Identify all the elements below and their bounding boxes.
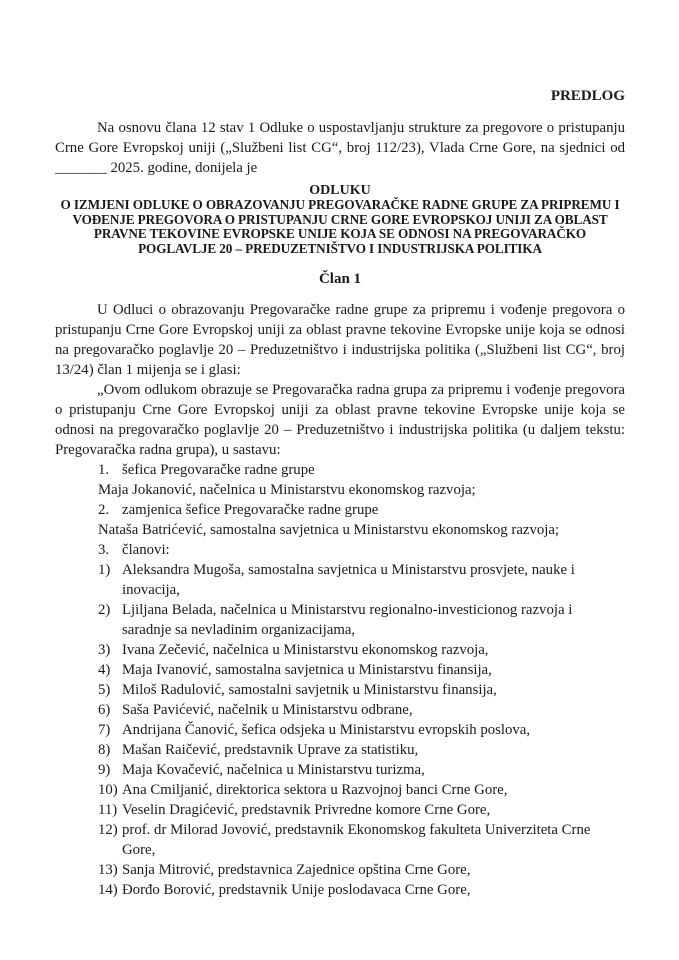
decision-subtitle: O IZMJENI ODLUKE O OBRAZOVANJU PREGOVARAČKE RADNE GRUPE ZA PRIPREMU I VOĐENJE PREGOVORA O PRISTUPANJU CRNE GORE EVROPSKOJ UNIJI ZA OBLAST PRAVNE TEKOVINE EVROPSKE UNIJE KOJA SE ODNOSI NA PREGOVARAČKO POGLAVLJE 20 – PREDUZETNIŠTVO I INDUSTRIJSKA POLITIKA <box>60 197 620 256</box>
member-text: Ljiljana Belada, načelnica u Ministarstvu regionalno-investicionog razvoja i saradnje sa nevladinim organizacijama, <box>122 602 573 639</box>
role-number: 3. <box>98 542 110 559</box>
member-item <box>98 660 625 680</box>
member-text: Maja Kovačević, načelnica u Ministarstvu turizma, <box>122 762 425 779</box>
member-number: 1) <box>98 562 111 579</box>
decision-title: ODLUKU <box>309 183 371 198</box>
member-item <box>98 780 625 800</box>
member-text: Saša Pavićević, načelnik u Ministarstvu odbrane, <box>122 702 413 719</box>
member-text: Veselin Dragićević, predstavnik Privredne komore Crne Gore, <box>122 802 491 819</box>
member-text: Miloš Radulović, samostalni savjetnik u Ministarstvu finansija, <box>122 682 497 699</box>
member-number: 12) <box>98 822 118 839</box>
member-text: Mašan Raičević, predstavnik Uprave za statistiku, <box>122 742 419 759</box>
roles-list <box>98 460 625 560</box>
role-title-line <box>98 460 625 480</box>
member-number: 4) <box>98 662 111 679</box>
role-title-line <box>98 500 625 520</box>
role-item <box>98 460 625 500</box>
role-person: Maja Jokanović, načelnica u Ministarstvu ekonomskog razvoja; <box>98 482 476 499</box>
member-text: Đorđo Borović, predstavnik Unije poslodavaca Crne Gore, <box>122 882 471 899</box>
decision-title-block <box>55 183 625 256</box>
member-text: Ivana Zečević, načelnica u Ministarstvu ekonomskog razvoja, <box>122 642 489 659</box>
body-paragraph-2: „Ovom odlukom obrazuje se Pregovaračka radna grupa za pripremu i vođenje pregovora o pristupanju Crne Gore Evropskoj uniji za oblast pravne tekovine Evropske unije koja se odnosi na pregovaračko poglavlje 20 – Preduzetništvo i industrijska politika (u daljem tekstu: Pregovaračka radna grupa), u sastavu: <box>55 382 625 459</box>
member-item <box>98 640 625 660</box>
member-item <box>98 680 625 700</box>
member-item <box>98 800 625 820</box>
members-list <box>98 560 625 900</box>
member-item <box>98 880 625 900</box>
member-item <box>98 860 625 880</box>
document-content <box>55 86 625 900</box>
member-text: Aleksandra Mugoša, samostalna savjetnica u Ministarstvu prosvjete, nauke i inovacija, <box>122 562 575 599</box>
member-item <box>98 760 625 780</box>
member-item <box>98 740 625 760</box>
member-item <box>98 600 625 640</box>
member-number: 14) <box>98 882 118 899</box>
member-number: 3) <box>98 642 111 659</box>
role-title-line <box>98 540 625 560</box>
role-number: 2. <box>98 502 110 519</box>
member-number: 6) <box>98 702 111 719</box>
member-number: 7) <box>98 722 111 739</box>
member-text: Sanja Mitrović, predstavnica Zajednice opština Crne Gore, <box>122 862 471 879</box>
member-text: Maja Ivanović, samostalna savjetnica u Ministarstvu finansija, <box>122 662 492 679</box>
member-item <box>98 560 625 600</box>
role-title: zamjenica šefice Pregovaračke radne grupe <box>122 502 379 519</box>
role-title: članovi: <box>122 542 170 559</box>
role-number: 1. <box>98 462 110 479</box>
document-label: PREDLOG <box>550 88 625 104</box>
preamble-paragraph: Na osnovu člana 12 stav 1 Odluke o uspostavljanju strukture za pregovore o pristupanju Crne Gore Evropskoj uniji („Službeni list CG“, broj 112/23), Vlada Crne Gore, na sjednici od _______ 2025. godine, donijela je <box>55 120 625 176</box>
role-title: šefica Pregovaračke radne grupe <box>122 462 315 479</box>
article-heading: Član 1 <box>318 271 362 288</box>
member-text: Ana Cmiljanić, direktorica sektora u Razvojnoj banci Crne Gore, <box>122 782 508 799</box>
member-item <box>98 820 625 860</box>
member-number: 13) <box>98 862 118 879</box>
member-number: 11) <box>98 802 118 819</box>
member-number: 9) <box>98 762 111 779</box>
member-item <box>98 700 625 720</box>
member-number: 2) <box>98 602 111 619</box>
member-text: prof. dr Milorad Jovović, predstavnik Ekonomskog fakulteta Univerziteta Crne Gore, <box>122 822 591 859</box>
member-number: 5) <box>98 682 111 699</box>
role-person: Nataša Batrićević, samostalna savjetnica u Ministarstvu ekonomskog razvoja; <box>98 522 560 539</box>
role-item <box>98 500 625 540</box>
member-item <box>98 720 625 740</box>
member-number: 8) <box>98 742 111 759</box>
member-number: 10) <box>98 782 118 799</box>
member-text: Andrijana Čanović, šefica odsjeka u Ministarstvu evropskih poslova, <box>122 722 531 739</box>
role-item <box>98 540 625 560</box>
body-paragraph-1: U Odluci o obrazovanju Pregovaračke radne grupe za pripremu i vođenje pregovora o pristupanju Crne Gore Evropskoj uniji za oblast pravne tekovine Evropske unije koja se odnosi na pregovaračko poglavlje 20 – Preduzetništvo i industrijska politika („Službeni list CG“, broj 13/24) član 1 mijenja se i glasi: <box>55 302 625 379</box>
